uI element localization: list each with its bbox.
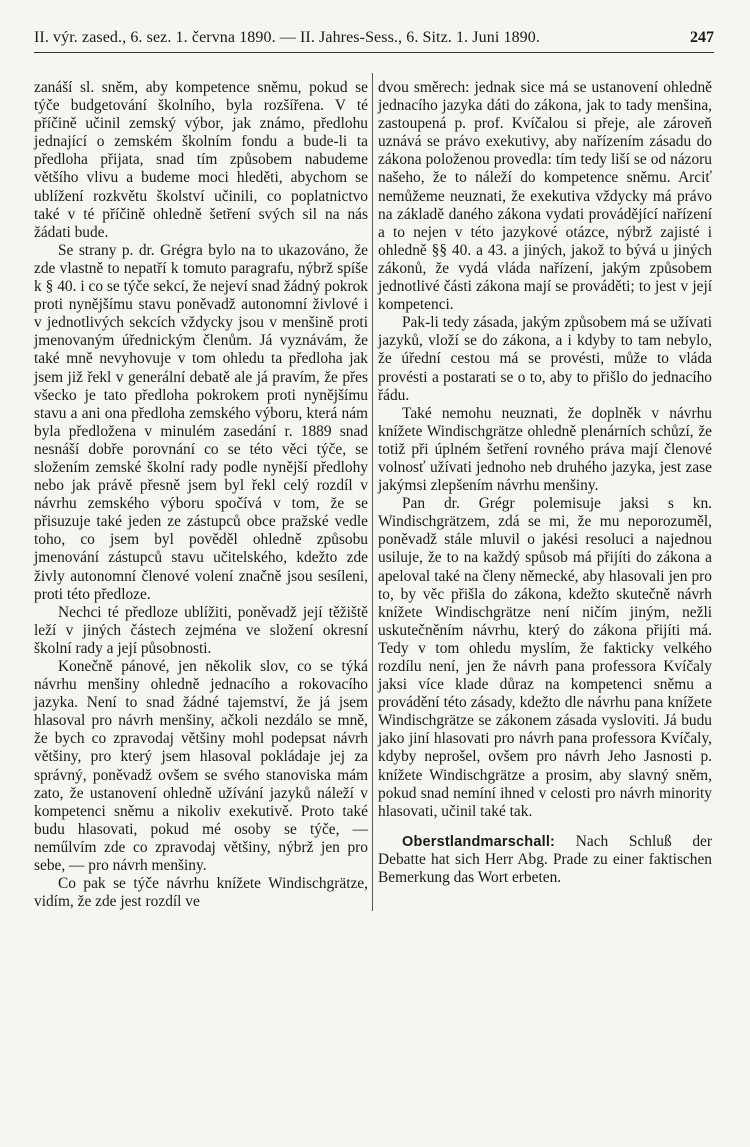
paragraph: Pak-li tedy zásada, jakým způsobem má se užívati jazyků, vloží se do zákona, a i kdyby to tam nebylo, že úřední cestou má se provésti, může to vláda provésti a postarati se o to, aby to přišlo do jednacího řádu. [378,314,712,404]
paragraph: dvou směrech: jednak sice má se ustanovení ohledně jednacího jazyka dáti do zákona, jak to tady menšina, zastoupená p. prof. Kvíčalou si přeje, ale zároveň uznává se právo exekutivy, aby nařízením zásadu do zákona položenou provedla: tím tedy liší se od názoru našeho, že to náleží do kompetence sněmu. Arciť nemůžeme neuznati, že exekutiva vždycky má právo na základě daného zákona vydati provádějící nařízení a to nejen v této jazykové otázce, nýbrž zajisté i ohledně §§ 40. a 43. a jiných, jakož to bývá u jiných zákonů, že vydá vláda nařízení, jakým způsobem jednotlivé části zákona mají se prováděti; to jest v její kompetenci. [378,79,712,314]
paragraph: Se strany p. dr. Grégra bylo na to ukazováno, že zde vlastně to nepatří k tomuto paragrafu, nýbrž spíše k § 40. i co se týče sekcí, že nejeví snad žádný pokrok proti nynějšímu stavu poněvadž autonomní živlové i v jednotlivých sekcích vždycky jsou v menšině proti jmenovaným úřednickým členům. Já vyznávám, že také mně nevyhovuje v tom ohledu ta předloha jak jsem již řekl v generální debatě ale já pravím, že přes všecko je tato předloha pokrokem proti nynějšímu stavu a ani ona předloha zemského výboru, která nám byla předložena v minulém zasedání r. 1889 snad nesnáší dobře porovnání co se této věci týče, se složením zemské školní rady podle nynější předlohy nebo jak právě přesně jsem byl řekl celý rozdíl v návrhu zemského výboru spočívá v tom, že se přisuzuje také jeden ze zástupců obce pražské vedle toho, co jsem byl pověděl ohledně způsobu jmenování zástupců stavu učitelského, kdežto zde živly autonomní členové volení značně jsou sesíleni, proti této předloze. [34,241,368,603]
page-number: 247 [690,29,714,46]
speaker-text: Nach Schluß der Debatte hat sich Herr Abg. Prade zu einer faktischen Bemerkung das Wort erbeten. [378,832,712,887]
paragraph: Co pak se týče návrhu knížete Windischgrätze, vidím, že zde jest rozdíl ve [34,875,368,911]
text-columns [34,79,714,911]
page-header [34,28,714,53]
left-column [34,79,372,911]
paragraph: Konečně pánové, jen několik slov, co se týká návrhu menšiny ohledně jednacího a rokovacího jazyka. Není to snad žádné tajemství, že já jsem hlasoval pro návrh menšiny, ačkoli nezdálo se mně, že bych co zpravodaj většiny mohl podepsat návrh většiny, pro který jsem hlasoval pokládaje jej za správný, poněvadž ovšem se svého stanoviska mám zato, že ustanovení ohledně užívání jazyků náleží v kompetenci sněmu a nikoliv exekutivě. Proto také budu hlasovati, pokud mé osoby se týče, — neműlvím zde co zpravodaj většiny, nýbrž jen pro sebe, — pro návrh menšiny. [34,658,368,875]
running-header: II. výr. zased., 6. sez. 1. června 1890. — II. Jahres-Sess., 6. Sitz. 1. Juni 1890. [34,29,540,46]
paragraph: Nechci té předloze ublížiti, poněvadž její těžiště leží v jiných částech zejména ve složení okresní školní rady a její působnosti. [34,603,368,657]
speaker-paragraph [378,833,712,887]
right-column [373,79,712,911]
paragraph: Také nemohu neuznati, že doplněk v návrhu knížete Windischgrätze ohledně plenárních schůzí, že totiž při úplném šetření rovného práva mají členové volnosť užívati jednoho neb druhého jazyka, jest zase jakýmsi zlepšením návrhu menšiny. [378,404,712,495]
paragraph: Pan dr. Grégr polemisuje jaksi s kn. Windischgrätzem, zdá se mi, že mu neporozuměl, poněvadž stále mluvil o jakési resoluci a najednou usiluje, že to na každý spůsob má přijíti do zákona a apeloval také na členy německé, aby hlasovali jen pro to, by věc přišla do zákona, kdežto skutečně návrh knížete Windischgrätze není ničím jiným, nežli uskutečněním návrhu, který do zákona přijíti má. Tedy v tom ohledu myslím, že fakticky velkého rozdílu není, jen že návrh pana professora Kvíčaly jaksi více klade důraz na kompetenci sněmu a provádění této zásady, kdežto dle návrhu pana knížete Windischgrätze se zákonem zásada vysloviti. Já budu jako jiní hlasovati pro návrh pana professora Kvíčaly, kdyby neprošel, ovšem pro návrh Jeho Jasnosti p. knížete Windischgrätze a prosim, aby slavný sněm, pokud snad nemíní ihned v celosti pro návrh minority hlasovati, učinil také tak. [378,495,712,820]
paragraph: zanáší sl. sněm, aby kompetence sněmu, pokud se týče budgetování školního, byla rozšířena. V té příčině učinil zemský výbor, jak známo, předlohu jednající o zemském školním fondu a bude-li ta předloha přijata, snad tím způsobem nabudeme většího vlivu a budeme moci hleděti, abychom se ublížení rozkvětu školství učinili, co poplatnictvo také v té příčině ohledně šetření svých sil na nás žádati bude. [34,79,368,241]
speaker-label: Oberstlandmarschall: [402,833,556,850]
